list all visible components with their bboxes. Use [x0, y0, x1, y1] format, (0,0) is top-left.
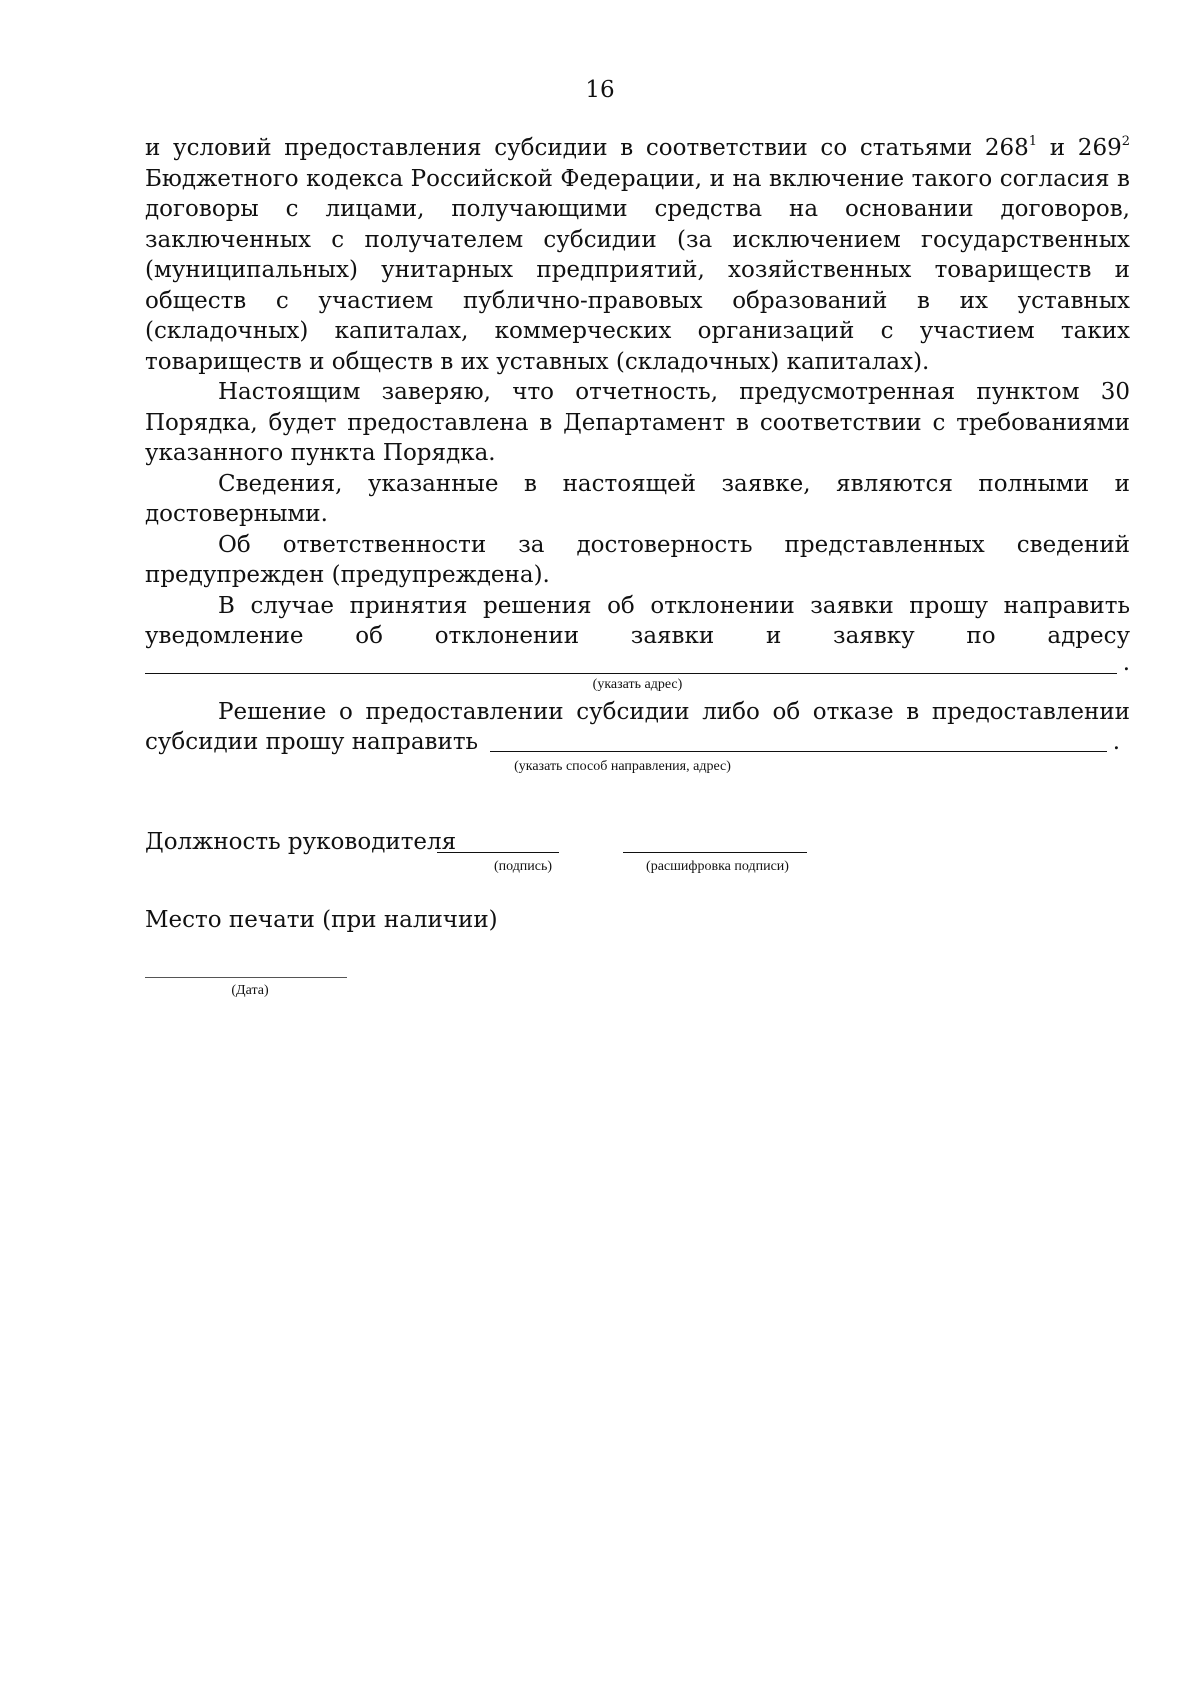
paragraph-accuracy: Сведения, указанные в настоящей заявке, являются полными и достоверными.: [145, 470, 1130, 527]
paragraph-text: и условий предоставления субсидии в соответствии со статьями 268: [145, 135, 1029, 161]
signature-decoding-field[interactable]: [623, 832, 807, 853]
word: адресу: [1047, 623, 1130, 649]
end-dot: .: [1112, 729, 1120, 755]
decision-method-field[interactable]: [490, 731, 1107, 752]
superscript: 2: [1121, 134, 1130, 149]
word: заявки: [630, 623, 715, 649]
signature-field[interactable]: [437, 832, 559, 853]
address-field-row: [145, 649, 1130, 676]
paragraph-consent: [145, 133, 1130, 377]
page-number: 16: [585, 77, 615, 103]
paragraph-text: и 269: [1037, 135, 1122, 161]
end-dot: .: [1122, 649, 1130, 676]
paragraph-rejection-line1: В случае принятия решения об отклонении заявки прошу направить: [218, 592, 1130, 619]
word: отклонении: [434, 623, 580, 649]
address-caption: (указать адрес): [592, 676, 683, 692]
word: об: [355, 623, 383, 649]
stamp-label: Место печати (при наличии): [145, 907, 498, 933]
decoding-caption: (расшифровка подписи): [646, 859, 789, 874]
paragraph-responsibility: Об ответственности за достоверность представленных сведений предупрежден (предупреждена).: [145, 531, 1130, 588]
decision-field-row: [145, 727, 1130, 758]
superscript: 1: [1028, 134, 1038, 149]
paragraph-reporting: Настоящим заверяю, что отчетность, предусмотренная пунктом 30 Порядка, будет предоставлена в Департамент в соответствии с требованиями указанного пункта Порядка.: [145, 379, 1130, 466]
word: по: [966, 623, 996, 649]
signature-caption: (подпись): [493, 859, 553, 874]
decision-label: субсидии прошу направить: [145, 729, 479, 755]
document-body: [145, 133, 1130, 775]
word: и: [765, 623, 782, 649]
word: уведомление: [145, 623, 304, 649]
date-caption: (Дата): [231, 983, 269, 998]
address-field[interactable]: [145, 653, 1117, 674]
paragraph-decision-line1: Решение о предоставлении субсидии либо об отказе в предоставлении: [218, 698, 1130, 725]
paragraph-text: Бюджетного кодекса Российской Федерации, и на включение такого согласия в договоры с лицами, получающими средства на основании договоров, заключенных с получателем субсидии (за исключением государственных (муниципальных) унитарных предприятий, хозяйственных товариществ и обществ с участием публично-правовых образований в их уставных (складочных) капиталах, коммерческих организаций с участием таких товариществ и обществ в их уставных (складочных) капиталах).: [145, 165, 1130, 375]
position-label: Должность руководителя: [145, 829, 457, 855]
date-field[interactable]: [145, 977, 347, 978]
decision-caption: (указать способ направления, адрес): [514, 758, 731, 774]
word: заявку: [833, 623, 915, 649]
paragraph-rejection-line2: [145, 621, 1130, 652]
